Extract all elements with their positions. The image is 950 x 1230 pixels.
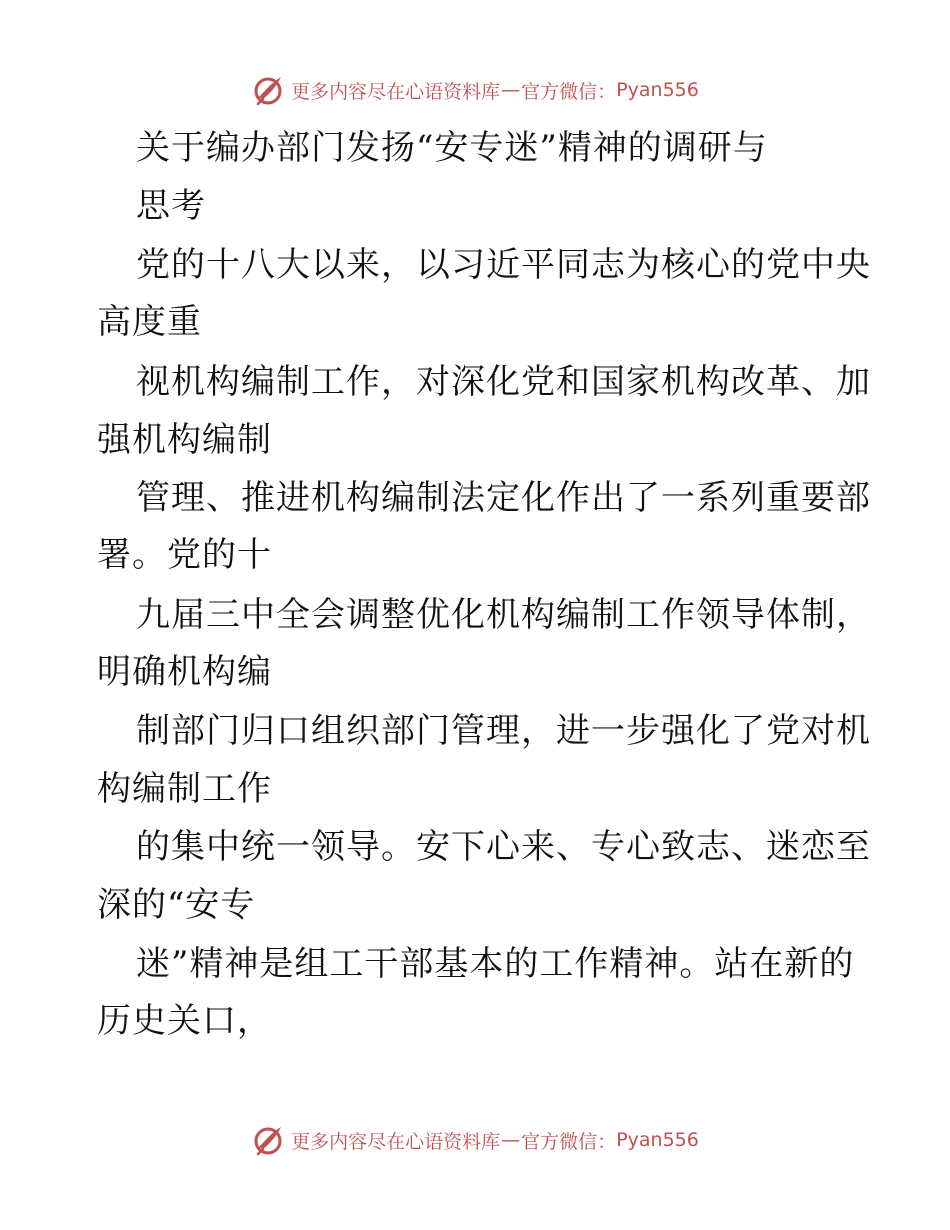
body-line: 署。党的十: [97, 535, 272, 575]
body-line: 构编制工作: [97, 769, 272, 809]
banner-site-text: 更多内容尽在心语资料库: [291, 1130, 501, 1153]
quill-pen-logo-icon: [251, 73, 285, 107]
quill-pen-logo-icon: [251, 1123, 285, 1157]
banner-site-text: 更多内容尽在心语资料库: [291, 80, 501, 103]
doc-title-line-1: 关于编办部门发扬“安专迷”精神的调研与: [136, 128, 768, 168]
banner-wechat-label: 官方微信：: [521, 1130, 617, 1153]
banner-wechat-id: Pyan556: [616, 79, 699, 101]
body-line: 九届三中全会调整优化机构编制工作领导体制，: [136, 595, 871, 635]
body-line: 历史关口，: [97, 1001, 272, 1041]
body-line: 的集中统一领导。安下心来、专心致志、迷恋至: [136, 827, 871, 867]
body-line: 明确机构编: [97, 652, 272, 692]
body-line: 迷”精神是组工干部基本的工作精神。站在新的: [136, 944, 855, 984]
body-line: 强机构编制: [97, 420, 272, 460]
body-line: 制部门归口组织部门管理，进一步强化了党对机: [136, 711, 871, 751]
body-line: 深的“安专: [97, 885, 256, 925]
footer-banner: [0, 1120, 950, 1160]
banner-dash: —: [501, 79, 521, 101]
banner-wechat-label: 官方微信：: [521, 80, 617, 103]
banner-wechat-id: Pyan556: [616, 1129, 699, 1151]
body-line: 管理、推进机构编制法定化作出了一系列重要部: [136, 478, 871, 518]
banner-dash: —: [501, 1129, 521, 1151]
body-line: 视机构编制工作，对深化党和国家机构改革、加: [136, 362, 871, 402]
body-line: 党的十八大以来，以习近平同志为核心的党中央: [136, 245, 871, 285]
header-banner: [0, 70, 950, 110]
body-line: 高度重: [97, 302, 202, 342]
doc-title-line-2: 思考: [136, 186, 206, 226]
